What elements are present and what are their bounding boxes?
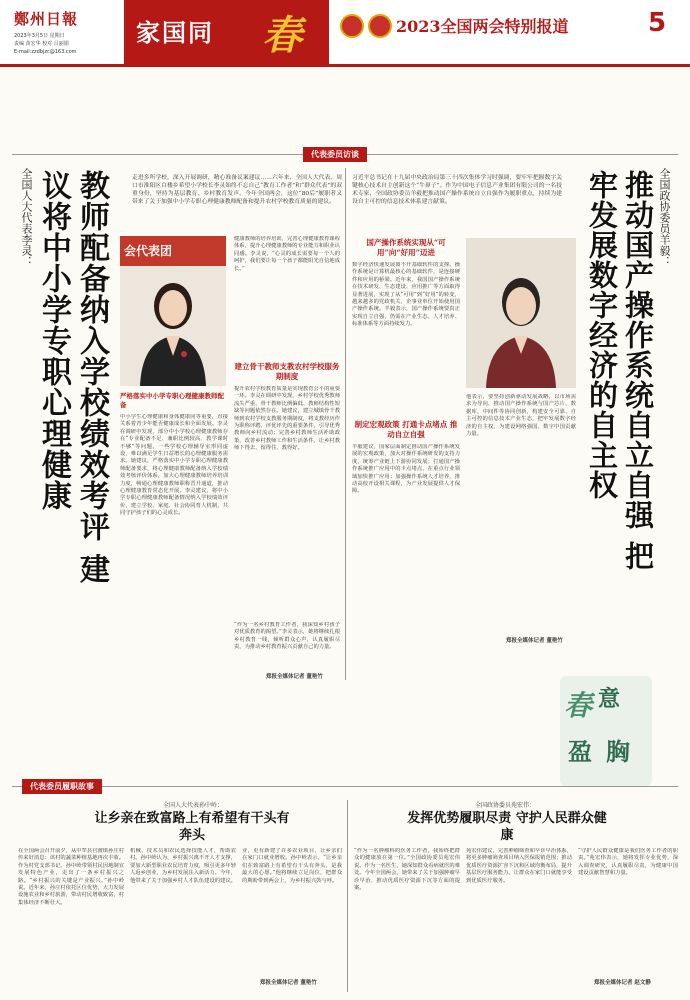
story3-headline: 让乡亲在致富路上有希望有干头有奔头 <box>94 811 290 843</box>
story4-body-col2: 苑宏伟建议，完善肿瘤筛查和早诊早治体系，将更多肿瘤筛查项目纳入医保报销范围；推动优质医疗资源扩容下沉和区域均衡布局，提升基层医疗服务能力，让群众在家门口就能享受到优质医疗服务。 <box>466 848 572 884</box>
story1-role: 全国人大代表李灵： <box>20 168 33 267</box>
stamp-char-huai: 胸 <box>606 737 630 766</box>
editor-credit: 责编 苗宏华 校对 吕丽娟 <box>14 41 69 47</box>
story3-body-col3: 业，更有新建了许多农业项目，让乡亲们在家门口就业增收。孙中岭表示，“让乡亲们在致富路上有希望有干头有奔头，是我最大的心愿。”他将继续立足岗位，把群众的期盼带到两会上，为乡村振兴鼓与呼。 <box>242 848 342 884</box>
special-report-banner: 2023全国两会特别报道 <box>396 17 569 36</box>
newspaper-logo: 鄭州日報 <box>14 10 79 28</box>
story1-caption: 严格落实中小学专职心理健康教师配备 <box>120 392 224 409</box>
portrait-man-image <box>466 238 576 388</box>
story1-body-col1: 中小学生心理健康和身体健康同等重要，直接关系着青少年能否健康成长和全面发展。李灵在调研中发现，部分中小学校心理健康教师存在“专业配备不足、兼职比例较高、教学课时不够”等问题，一些学校心理辅导室形同虚设，难以满足学生日益增长的心理健康服务需求。她建议，严格落实中小学专职心理健康教师配备要求，将心理健康教师配备纳入学校绩效考核评价体系，加大心理健康教师培养培训力度，畅通心理健康教师职称晋升通道，推动心理健康教育常态化开展。李灵建议，将中小学专职心理健康教师配备情况纳入学校绩效评价，建立学校、家庭、社会协同育人机制，共同守护孩子们的心灵成长。 <box>120 414 228 517</box>
story2-body-col3: 他表示，要坚持创新驱动发展战略，以市场需求为导向，推动国产操作系统与国产芯片、数据库、中间件等协同创新，构建安全可靠、自主可控的信息技术产业生态，把牢发展数字经济的自主权，为建设网络强国、数字中国贡献力量。 <box>466 394 576 438</box>
story3-body-col1: 在全国两会召开前夕，从中牟县官渡镇孙庄村传来好消息：该村的蔬菜种植基地再次丰收。作为村党支部书记，孙中岭带领村民因地制宜发展特色产业，走出了一条乡村振兴之路。“乡村振兴的关键是产业振兴。”孙中岭说。近年来，孙庄村依托区位优势，大力发展设施农业和乡村旅游，带动村民增收致富，村集体经济不断壮大。 <box>18 848 124 906</box>
spring-stamp <box>560 676 652 786</box>
page-header <box>0 0 690 66</box>
story1-body-col2: 健康教师的培养培训，完善心理健康教育课程体系，提升心理健康教师的专业能力和职业认同感。李灵说，“心灵的成长需要每一个人的呵护，我们要让每一个孩子都能阳光自信地成长。” <box>234 236 340 272</box>
page-number: 5 <box>648 8 667 38</box>
cppcc-emblem-icon <box>368 14 392 38</box>
story3-body-col2: 机械，技术员和农民选择技能人才，帮助农村。孙中岭认为，乡村振兴离不开人才支撑，要加大新型职业农民培育力度，吸引更多年轻人返乡创业，为乡村发展注入新活力。今年，他带来了关于加强乡村人才队伍建设的建议。 <box>130 848 236 884</box>
story2-body-col1: 数字经济快速发展离不开基础软件的支撑。操作系统是计算机最核心的基础软件，是连接硬件和应用的桥梁。近年来，我国国产操作系统在技术研发、生态建设、应用推广等方面取得显著进展，实现了从“可用”到“好用”的转变，越来越多的党政机关、企事业单位开始使用国产操作系统。羊毅表示，国产操作系统要真正实现自立自强，仍需在产业生态、人才培养、标准体系等方面持续发力。 <box>352 262 460 328</box>
stamp-char-yi: 意 <box>598 686 621 712</box>
masthead-meta <box>14 32 77 56</box>
bottom-center-divider <box>347 800 348 992</box>
story3-role: 全国人大代表孙中岭： <box>162 802 223 809</box>
section-header <box>124 0 329 64</box>
story1-body-col3: 提升农村学校教育质量是实现教育公平的重要一环。李灵在调研中发现，乡村学校优秀教师流失严重、骨干教师比例偏低、教师结构性短缺等问题依然存在。她建议，建立城镇骨干教师到农村学校支教服务期制度，将支教经历作为职称评聘、评优评先的重要条件，引导优秀教师向乡村流动；完善乡村教师生活补助政策，改善乡村教师工作和生活条件，让乡村教师下得去、留得住、教得好。 <box>234 386 340 452</box>
story1-lead: 走进多所学校，深入开展调研，精心准备议案建议……六年来，全国人大代表、周口市淮阳区白楼乡希望小学校长李灵始终不忘自己“教育工作者”和“群众代表”的双重身份，坚持为基层教育、乡村教育发声。今年全国两会，这位“80后”履职者又带来了关于加强中小学专职心理健康教师配备和提升农村学校教育质量的建议。 <box>132 175 342 205</box>
story2-subhead2: 制定宏观政策 打通卡点堵点 推动自立自强 <box>354 420 458 439</box>
issue-date: 2023年3月5日 星期日 <box>14 33 65 39</box>
story4-body-col3: “守护人民群众健康是我们医务工作者的职责。”苑宏伟表示，她将发挥专业优势，深入调查研究，认真履职尽责，为健康中国建设贡献智慧和力量。 <box>578 848 678 877</box>
interview-section-tag: 代表委员访谈 <box>303 147 367 162</box>
story2-body-col2: 羊毅建议，国家层面制定推动国产操作系统发展的宏观政策，加大对操作系统研发的支持力度，统筹产业链上下游协同发展；打通国产操作系统推广应用中的卡点堵点，在重点行业领域加快推广应用；加强操作系统人才培养，推动高校开设相关课程，为产业发展提供人才保障。 <box>352 444 460 495</box>
story2-photo <box>466 238 576 388</box>
bottom-divider <box>12 786 678 787</box>
story1-photo <box>120 236 226 386</box>
contact-email: E-mail:zzdbjzc@163.com <box>14 49 77 55</box>
npc-emblem-icon <box>340 14 364 38</box>
stamp-char-spring: 春 <box>564 689 593 722</box>
story1-photo-sign: 会代表团 <box>124 244 173 258</box>
story1-signature: 郑报全媒体记者 董艳竹 <box>266 674 323 680</box>
stamp-char-ying: 盈 <box>568 737 592 766</box>
story1-body-col4: “作为一名乡村教育工作者，我深知乡村孩子对优质教育的渴望。”李灵表示，她将继续扎根乡村教育一线，倾听群众心声，认真履职尽责，为推动乡村教育振兴贡献自己的力量。 <box>234 622 340 651</box>
story1-headline: 教师配备纳入学校绩效考评 建议将中小学专职心理健康 <box>36 170 109 585</box>
section-title: 家国同 <box>136 18 214 47</box>
story-section-tag: 代表委员履职故事 <box>22 779 102 794</box>
story4-headline: 发挥优势履职尽责 守护人民群众健康 <box>407 811 607 843</box>
story2-headline: 推动国产操作系统自立自强 把牢发展数字经济的自主权 <box>585 170 655 572</box>
story4-signature: 郑报全媒体记者 赵文静 <box>594 980 651 986</box>
story4-body-col1: “作为一名肿瘤科的医务工作者，我始终把群众的健康放在第一位。”全国政协委员苑宏伟说。作为一名医生，她深知群众看病就医的难处。今年全国两会，她带来了关于加强肿瘤早诊早治、推动优质医疗资源下沉等方面的提案。 <box>354 848 460 892</box>
center-divider <box>345 168 346 680</box>
story4-role: 全国政协委员苑宏伟： <box>474 802 535 809</box>
story2-lead: 习近平总书记在十九届中央政治局第三十四次集体学习时强调，要牢牢把握数字关键核心技术自主创新这个“牛鼻子”。作为中国电子信息产业集团有限公司的一名技术专家，全国政协委员羊毅把推动国产操作系统自立自强作为履职重点，持续为建设自主可控的信息技术体系建言献策。 <box>352 175 562 205</box>
story2-subhead1: 国产操作系统实现从“可用”向“好用”迈进 <box>366 238 446 257</box>
header-rule <box>0 64 690 67</box>
story2-signature: 郑报全媒体记者 董艳竹 <box>506 638 563 644</box>
story1-subhead2: 建立骨干教师支教农村学校服务期制度 <box>234 362 340 381</box>
story3-signature: 郑报全媒体记者 董艳竹 <box>260 980 317 986</box>
story2-role: 全国政协委员羊毅： <box>658 168 671 267</box>
section-title-char: 春 <box>262 12 302 59</box>
